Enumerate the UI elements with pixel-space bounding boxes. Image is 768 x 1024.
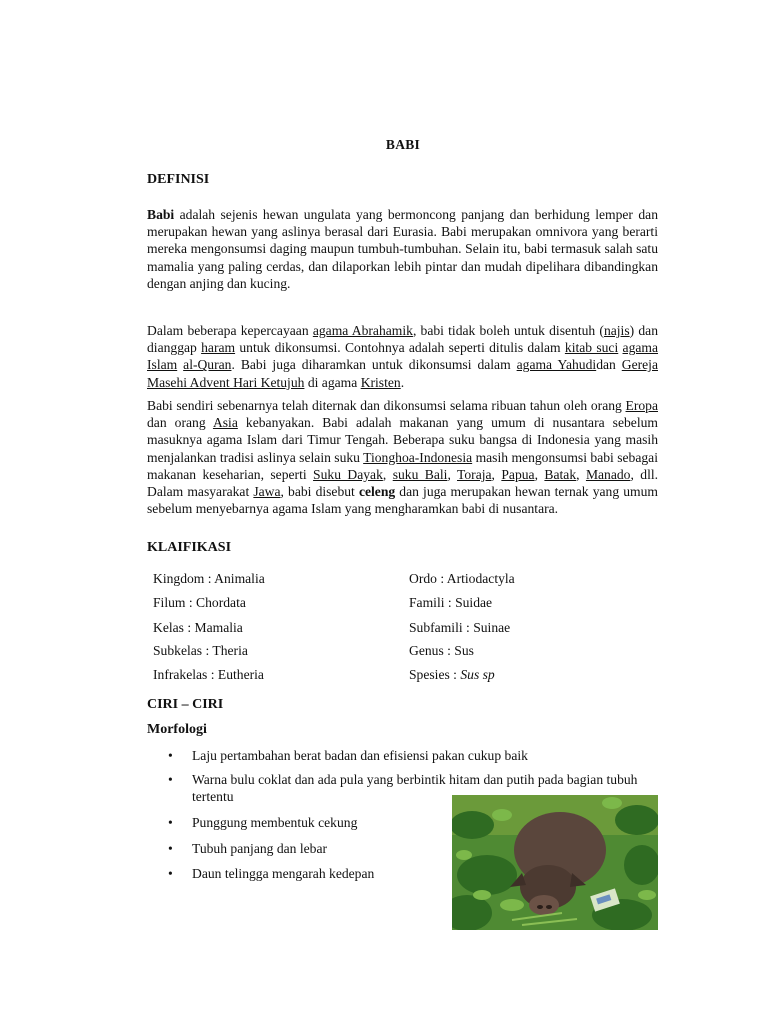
text-span: . Babi juga diharamkan untuk dikonsumsi dalam — [231, 357, 517, 373]
text-span: , — [576, 466, 586, 482]
link-najis[interactable]: najis — [603, 323, 630, 338]
list-item-text: Daun telingga mengarah kedepan — [192, 866, 375, 881]
text-span: , — [447, 466, 458, 482]
text-span: dan — [596, 357, 622, 373]
document-title: BABI — [385, 137, 421, 152]
link-batak[interactable]: Batak — [544, 466, 577, 482]
link-agama-yahudi[interactable]: agama Yahudi — [516, 357, 597, 373]
term-babi: Babi — [147, 207, 175, 222]
link-eropa[interactable]: Eropa — [625, 398, 658, 413]
link-suku-dayak[interactable]: Suku Dayak — [313, 466, 383, 482]
klasifikasi-ordo: Ordo : Artiodactyla — [409, 571, 515, 586]
link-papua[interactable]: Papua — [501, 466, 535, 482]
bullet-icon: • — [168, 866, 173, 881]
text-span: Dalam beberapa kepercayaan — [147, 323, 313, 338]
text-span: untuk dikonsumsi. Contohnya adalah seperti ditulis dalam — [235, 340, 565, 356]
bullet-icon: • — [168, 841, 173, 856]
link-al-quran[interactable]: al-Quran — [183, 357, 232, 373]
klasifikasi-subkelas: Subkelas : Theria — [153, 643, 248, 658]
text-span: , babi disebut — [280, 484, 359, 500]
spesies-label: Spesies : — [409, 667, 461, 682]
text-span: dan orang — [147, 415, 213, 431]
list-item-text: Tubuh panjang dan lebar — [192, 841, 328, 856]
text-span: , — [534, 466, 545, 482]
heading-ciri: CIRI – CIRI — [147, 697, 224, 712]
klasifikasi-infrakelas: Infrakelas : Eutheria — [153, 667, 264, 682]
bullet-icon: • — [168, 815, 173, 830]
text-span: , — [382, 466, 393, 482]
paragraph-sejarah — [147, 397, 658, 517]
link-toraja[interactable]: Toraja — [457, 466, 492, 482]
bullet-icon: • — [168, 772, 173, 787]
klasifikasi-kelas: Kelas : Mamalia — [153, 620, 243, 635]
heading-definisi: DEFINISI — [147, 172, 210, 187]
text-span: di agama — [304, 374, 361, 390]
paragraph-kepercayaan — [147, 322, 658, 391]
link-gereja-advent[interactable]: Gereja Masehi Advent Hari Ketujuh — [147, 357, 658, 390]
link-jawa[interactable]: Jawa — [253, 484, 281, 500]
link-kristen[interactable]: Kristen — [360, 374, 401, 390]
text-span: , babi tidak boleh untuk disentuh ( — [412, 323, 604, 338]
paragraph-definisi — [147, 206, 658, 292]
klasifikasi-famili: Famili : Suidae — [409, 595, 493, 610]
heading-klasifikasi: KLAIFIKASI — [147, 540, 232, 555]
spesies-value: Sus sp — [460, 667, 495, 682]
link-agama[interactable]: agama — [622, 340, 659, 356]
link-tionghoa-indonesia[interactable]: Tionghoa-Indonesia — [363, 449, 473, 465]
link-suku-bali[interactable]: suku Bali — [392, 466, 448, 482]
definisi-text: adalah sejenis hewan ungulata yang bermoncong panjang dan berhidung lemper dan merupakan hewan yang aslinya berasal dari Eurasia. Babi merupakan omnivora yang berarti mereka mengonsumsi daging maupun tumbuh-tumbuhan. Selain itu, babi termasuk salah satu mamalia yang paling cerdas, dan dilaporkan lebih pintar dan mudah dipelihara dibandingkan dengan anjing dan kucing. — [147, 207, 658, 291]
klasifikasi-genus: Genus : Sus — [409, 643, 474, 658]
text-span: dan juga merupakan hewan ternak yang umum sebelum menyebarnya agama Islam yang mengharamkan babi di nusantara. — [147, 484, 658, 517]
bullet-icon: • — [168, 748, 173, 763]
klasifikasi-kingdom: Kingdom : Animalia — [153, 571, 265, 586]
list-item-text: Laju pertambahan berat badan dan efisiensi pakan cukup baik — [192, 748, 528, 763]
text-span: , dll. Dalam masyarakat — [147, 466, 659, 500]
pig-photo — [452, 795, 658, 930]
list-item-text: Warna bulu coklat dan ada pula yang berbintik hitam dan putih pada bagian tubuh tertentu — [192, 772, 638, 804]
term-celeng: celeng — [358, 484, 396, 500]
text-span: masih mengonsumsi babi sebagai makanan keseharian, seperti — [147, 449, 658, 482]
text-span: kebanyakan. Babi adalah makanan yang umum di nusantara sebelum masuknya agama Islam dari Timur Tengah. Beberapa suku bangsa di Indonesia yang masih menjalankan tradisi aslinya selain suku — [147, 415, 658, 465]
text-span: Babi sendiri sebenarnya telah diternak dan dikonsumsi selama ribuan tahun oleh orang — [147, 398, 626, 413]
text-span: ) dan dianggap — [147, 323, 658, 356]
klasifikasi-filum: Filum : Chordata — [153, 595, 246, 610]
text-span: . — [400, 374, 405, 390]
link-haram[interactable]: haram — [201, 340, 236, 356]
link-manado[interactable]: Manado — [585, 466, 631, 482]
list-item-text: Punggung membentuk cekung — [192, 815, 358, 830]
link-agama-abrahamik[interactable]: agama Abrahamik — [312, 323, 413, 338]
link-asia[interactable]: Asia — [212, 415, 238, 431]
klasifikasi-spesies — [409, 666, 495, 683]
text-span: , — [491, 466, 502, 482]
subheading-morfologi: Morfologi — [147, 722, 207, 737]
klasifikasi-subfamili: Subfamili : Suinae — [409, 620, 511, 635]
link-kitab-suci[interactable]: kitab suci — [564, 340, 619, 356]
link-islam[interactable]: Islam — [147, 357, 178, 373]
